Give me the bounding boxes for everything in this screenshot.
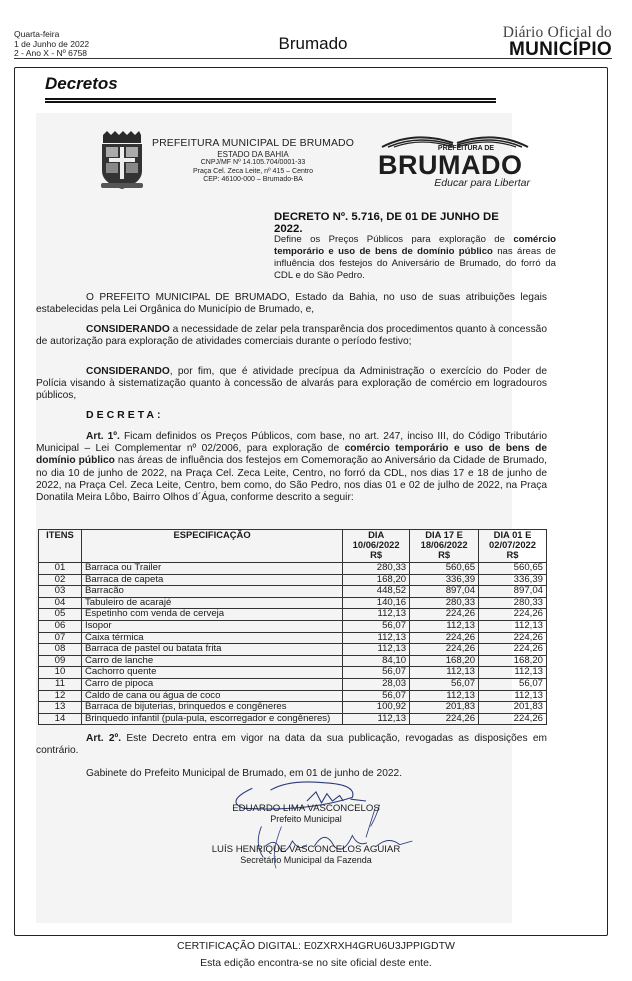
closing-line: Gabinete do Prefeito Municipal de Brumado, em 01 de junho de 2022. <box>86 768 403 779</box>
col-header-items: ITENS <box>39 530 82 563</box>
article-2: Art. 2º. Este Decreto entra em vigor na data da sua publicação, revogadas as disposições em contrário. <box>36 733 548 757</box>
table-row: 07 Caixa térmica 112,13 224,26 224,26 <box>39 632 547 644</box>
letterhead <box>131 137 375 185</box>
logo-slogan: Educar para Libertar <box>434 177 530 189</box>
gazette-logo-line2: MUNICÍPIO <box>509 39 612 60</box>
table-row: 12 Caldo de cana ou água de coco 56,07 112,13 112,13 <box>39 690 547 702</box>
whereas-2: CONSIDERANDO, por fim, que é atividade precípua da Administração o exercício do Poder de Polícia visando à sistematização quanto à concessão de alvarás para exploração de comércio em logradouros públicos, <box>36 366 547 402</box>
col-header-day01-02: DIA 01 E 02/07/2022 R$ <box>479 530 547 563</box>
org-cep: CEP: 46100-000 – Brumado-BA <box>203 176 303 183</box>
section-divider <box>45 98 496 103</box>
decree-summary: Define os Preços Públicos para exploração de comércio temporário e uso de bens de domínio público nas áreas de influência dos festejos do Aniversário de Brumado, do forró da CDL e do São Pedro. <box>274 234 556 281</box>
table-row: 02 Barraca de capeta 168,20 336,39 336,39 <box>39 574 547 586</box>
col-header-spec: ESPECIFICAÇÃO <box>81 530 342 563</box>
table-row: 10 Cachorro quente 56,07 112,13 112,13 <box>39 667 547 679</box>
masthead <box>14 24 612 60</box>
table-row: 13 Barraca de bijuterias, brinquedos e congêneres 100,92 201,83 201,83 <box>39 702 547 714</box>
table-row: 11 Carro de pipoca 28,03 56,07 56,07 <box>39 678 547 690</box>
weekday: Quarta-feira <box>14 29 60 39</box>
signer-1-role: Prefeito Municipal <box>270 814 342 824</box>
table-row: 05 Espetinho com venda de cerveja 112,13 224,26 224,26 <box>39 609 547 621</box>
decree-title: DECRETO Nº. 5.716, DE 01 DE JUNHO DE 2022. <box>274 211 499 235</box>
section-title: Decretos <box>45 74 118 93</box>
signer-2-role: Secretário Municipal da Fazenda <box>240 855 372 865</box>
footer-note: Esta edição encontra-se no site oficial deste ente. <box>200 957 432 969</box>
table-row: 06 Isopor 56,07 112,13 112,13 <box>39 620 547 632</box>
table-header-row <box>39 530 547 563</box>
org-state: ESTADO DA BAHIA <box>217 150 289 159</box>
price-table <box>38 529 547 725</box>
org-address: Praça Cel. Zeca Leite, nº 415 – Centro <box>192 167 314 175</box>
decree-document <box>36 113 556 923</box>
table-row: 03 Barracão 448,52 897,04 897,04 <box>39 586 547 598</box>
table-row: 04 Tabuleiro de acarajé 140,16 280,33 280,33 <box>39 597 547 609</box>
whereas-1: CONSIDERANDO a necessidade de zelar pela transparência dos procedimentos quanto à concessão de autorização para exploração de atividades comerciais durante o período festivo; <box>36 324 547 348</box>
gazette-logo <box>503 25 612 59</box>
city-name: Brumado <box>278 34 348 53</box>
signatures <box>186 781 426 891</box>
content-frame <box>14 67 608 936</box>
org-cnpj: CNPJ/MF Nº 14.105.704/0001-33 <box>200 159 306 166</box>
signer-2-name: LUÍS HENRIQUE VASCONCELOS AGUIAR <box>211 844 401 855</box>
table-row: 01 Barraca ou Trailer 280,33 560,65 560,65 <box>39 563 547 575</box>
footer <box>0 940 632 969</box>
table-row: 08 Barraca de pastel ou batata frita 112,13 224,26 224,26 <box>39 644 547 656</box>
digital-certification: CERTIFICAÇÃO DIGITAL: E0ZXRXH4GRU6U3JPPIGDTW <box>177 940 455 952</box>
table-row: 14 Brinquedo infantil (pula-pula, escorregador e congêneres) 112,13 224,26 224,26 <box>39 713 547 725</box>
logo-prefix: PREFEITURA DE <box>437 145 495 152</box>
table-row: 09 Carro de lanche 84,10 168,20 168,20 <box>39 655 547 667</box>
article-1: Art. 1º. Ficam definidos os Preços Públicos, com base, no art. 247, inciso III, do Código Tributário Municipal – Lei Complementar nº 02/2006, para exploração de comércio temporário e uso de bens de domínio público nas áreas de influência dos festejos em Comemoração ao Aniversário da Cidade de Brumado, no dia 10 de junho de 2022, na Praça Cel. Zeca Leite, Centro, no forró da CDL, nos dias 17 e 18 de junho de 2022, na Praça Cel. Zeca Leite, Centro, bem como, do São Pedro, nos dias 01 e 02 de julho de 2022, na Praça Donatila Meira Lôbo, Bairro Olhos d´Água, conforme descrito a seguir: <box>36 431 548 504</box>
gazette-logo-line1: Diário Oficial do <box>502 24 612 41</box>
col-header-day10: DIA 10/06/2022 R$ <box>343 530 410 563</box>
brumado-logo <box>376 132 536 188</box>
handwritten-signature-icon <box>186 781 446 881</box>
edition-number: 2 - Ano X - Nº 6758 <box>14 48 88 58</box>
col-header-day17-18: DIA 17 E 18/06/2022 R$ <box>410 530 479 563</box>
signer-1-name: EDUARDO LIMA VASCONCELOS <box>232 803 380 814</box>
preamble: O PREFEITO MUNICIPAL DE BRUMADO, Estado da Bahia, no uso de suas atribuições legais estabelecidas pela Lei Orgânica do Município de Brumado, e, <box>36 292 547 316</box>
org-name: PREFEITURA MUNICIPAL DE BRUMADO <box>151 137 355 149</box>
decreta-heading: DECRETA: <box>86 409 164 421</box>
logo-name: BRUMADO <box>378 150 523 180</box>
publication-date: 1 de Junho de 2022 <box>14 38 90 49</box>
